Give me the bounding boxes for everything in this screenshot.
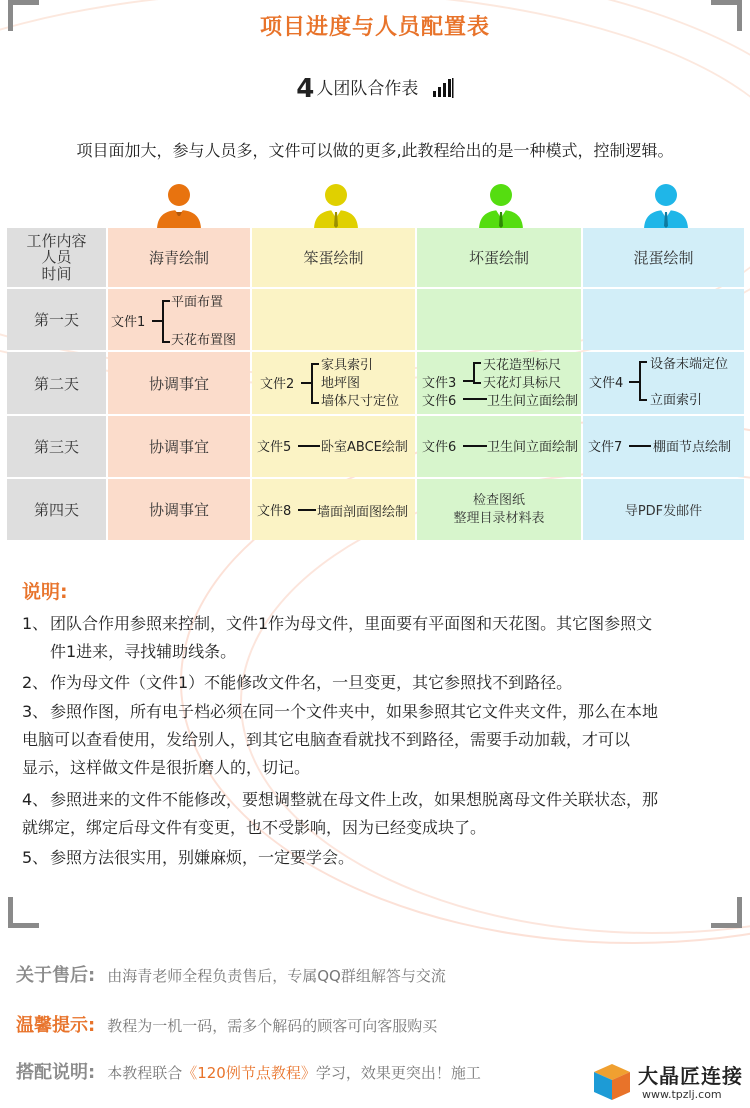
member-header: 坏蛋绘制 [417, 228, 581, 287]
note-line: 参照作图，所有电子档必须在同一个文件夹中，如果参照其它文件夹文件，那么在本地 [50, 702, 659, 721]
note-item [22, 610, 738, 666]
day-label: 第二天 [7, 352, 106, 414]
table-cell: 协调事宜 [108, 416, 250, 477]
notes-title: 说明: [22, 581, 68, 603]
task-item: 平面布置 [171, 295, 224, 310]
note-line: 团队合作用参照来控制，文件1作为母文件，里面要有平面图和天花图。其它图参照文 [50, 614, 653, 633]
table-cell: 导PDF发邮件 [583, 479, 744, 540]
footer-combo-pre: 本教程联合 [107, 1064, 183, 1082]
footer-combo-post: 学习，效果更突出！施工 [315, 1064, 481, 1082]
bracket [311, 363, 319, 404]
table-cell [583, 289, 744, 350]
task-item: 设备末端定位 [650, 357, 729, 372]
connector-line [629, 445, 651, 447]
note-line: 参照进来的文件不能修改，要想调整就在母文件上改，如果想脱离母文件关联状态，那 [50, 790, 659, 809]
task-item: 地坪图 [321, 376, 361, 391]
table-cell [583, 352, 744, 414]
person-icon-yellow [311, 182, 361, 230]
file-label: 文件3 [422, 376, 457, 391]
connector-line [298, 509, 316, 511]
header-corner-line: 人员 [41, 248, 72, 267]
schedule-table [7, 228, 744, 540]
connector-line [298, 445, 320, 447]
file-label: 文件8 [257, 504, 292, 519]
table-cell: 协调事宜 [108, 479, 250, 540]
note-index: 5、 [22, 848, 49, 867]
bracket [639, 361, 647, 401]
connector-line [629, 381, 639, 383]
note-index: 3、 [22, 702, 49, 721]
note-item [22, 698, 738, 782]
connector-line [463, 380, 473, 382]
table-cell [583, 416, 744, 477]
connector-line [463, 398, 487, 400]
table-cell [252, 416, 415, 477]
table-cell [252, 289, 415, 350]
page-title: 项目进度与人员配置表 [259, 15, 490, 40]
footer-service-label: 关于售后: [16, 965, 96, 986]
logo-url: www.tpzlj.com [642, 1088, 722, 1101]
note-index: 1、 [22, 614, 49, 633]
bracket [162, 300, 170, 343]
subtitle-number: 4 [296, 74, 315, 104]
table-cell [417, 352, 581, 414]
task-item: 墙面剖面图绘制 [317, 505, 409, 520]
task-item: 墙体尺寸定位 [321, 394, 400, 409]
note-item [22, 844, 738, 872]
member-header: 混蛋绘制 [583, 228, 744, 287]
footer-combo [16, 1058, 481, 1084]
connector-line [301, 382, 311, 384]
footer-tip [16, 1011, 437, 1037]
file-label: 文件2 [260, 377, 295, 392]
table-cell [417, 416, 581, 477]
task-item: 卧室ABCE绘制 [321, 440, 408, 455]
day-label: 第三天 [7, 416, 106, 477]
note-line: 就绑定，绑定后母文件有变更，也不受影响，因为已经变成块了。 [22, 818, 487, 837]
file-label: 文件6 [422, 394, 457, 409]
file-label: 文件6 [422, 440, 457, 455]
note-item [22, 786, 738, 842]
corner-bracket-bottom-right [711, 897, 742, 928]
header-corner-line: 时间 [41, 264, 72, 283]
bracket [473, 362, 481, 384]
table-cell [252, 352, 415, 414]
task-item: 棚面节点绘制 [653, 440, 732, 455]
note-line: 电脑可以查看使用，发给别人，到其它电脑查看就找不到路径，需要手动加载，才可以 [22, 730, 631, 749]
corner-bracket-bottom-left [8, 897, 39, 928]
note-line: 件1进来，寻找辅助线条。 [50, 642, 237, 661]
note-line: 参照方法很实用，别嫌麻烦，一定要学会。 [50, 848, 355, 867]
note-index: 4、 [22, 790, 49, 809]
footer-combo-course: 《120例节点教程》 [182, 1064, 316, 1082]
note-item [22, 669, 738, 697]
connector-line [463, 445, 487, 447]
task-item: 整理目录材料表 [453, 510, 545, 526]
person-icon-blue [641, 182, 691, 230]
logo [590, 1058, 746, 1106]
subtitle [0, 74, 750, 104]
note-line: 作为母文件（文件1）不能修改文件名，一旦变更，其它参照找不到路径。 [50, 673, 573, 692]
footer-combo-label: 搭配说明: [16, 1062, 96, 1083]
file-label: 文件1 [111, 315, 146, 330]
intro-text: 项目面加大，参与人员多，文件可以做的更多,此教程给出的是一种模式，控制逻辑。 [76, 141, 674, 160]
member-header: 海青绘制 [108, 228, 250, 287]
table-cell [108, 289, 250, 350]
task-item: 家具索引 [321, 358, 374, 373]
task-item: 天花布置图 [171, 333, 237, 348]
note-index: 2、 [22, 673, 49, 692]
table-cell [417, 289, 581, 350]
day-label: 第四天 [7, 479, 106, 540]
task-item: 卫生间立面绘制 [487, 394, 579, 409]
logo-name: 大晶匠连接 [638, 1064, 743, 1088]
header-corner-line: 工作内容 [26, 231, 87, 250]
bar-chart-icon [432, 78, 454, 98]
footer-service-text: 由海青老师全程负责售后，专属QQ群组解答与交流 [107, 967, 446, 985]
footer-tip-label: 温馨提示: [16, 1015, 96, 1036]
note-line: 显示，这样做文件是很折磨人的，切记。 [22, 758, 311, 777]
file-label: 文件5 [257, 440, 292, 455]
file-label: 文件7 [588, 440, 623, 455]
footer-service [16, 961, 446, 987]
task-item: 检查图纸 [472, 492, 525, 508]
file-label: 文件4 [589, 376, 624, 391]
task-item: 卫生间立面绘制 [487, 440, 579, 455]
connector-line [152, 320, 162, 322]
task-item: 天花灯具标尺 [483, 376, 562, 391]
subtitle-text: 人团队合作表 [316, 79, 419, 99]
person-icon-green [476, 182, 526, 230]
day-label: 第一天 [7, 289, 106, 350]
person-icon-orange [154, 182, 204, 230]
table-cell [252, 479, 415, 540]
logo-cube-icon [590, 1058, 634, 1102]
task-item: 天花造型标尺 [483, 358, 562, 373]
footer-tip-text: 教程为一机一码，需多个解码的顾客可向客服购买 [107, 1017, 438, 1035]
member-header: 笨蛋绘制 [252, 228, 415, 287]
table-cell: 协调事宜 [108, 352, 250, 414]
task-item: 立面索引 [650, 393, 703, 408]
table-header-corner [7, 228, 106, 287]
table-cell [417, 479, 581, 540]
